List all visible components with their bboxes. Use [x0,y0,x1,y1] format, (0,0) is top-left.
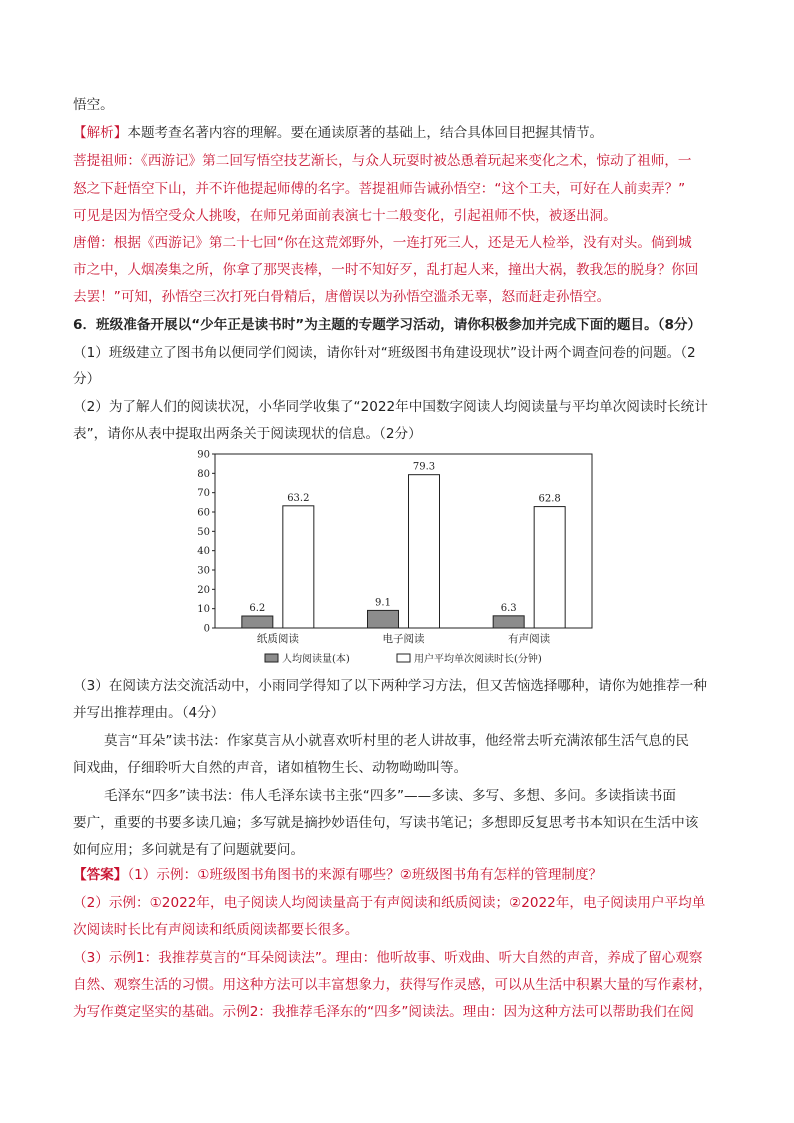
legend-swatch [265,654,278,662]
y-tick-label: 20 [197,584,210,596]
legend-label: 人均阅读量(本) [282,654,350,665]
analysis-body-line: 菩提祖师：《西游记》第二回写悟空技艺渐长，与众人玩耍时被怂恿着玩起来变化之术，惊动了祖师，一 [73,153,692,169]
data-label: 6.3 [500,602,517,614]
y-tick-label: 50 [197,526,210,538]
question-part1-line: 分） [73,371,101,387]
analysis-body-line: 可见是因为悟空受众人挑唆，在师兄弟面前表演七十二般变化，引起祖师不快，被逐出洞。 [73,208,617,224]
answer-line: （2）示例：①2022年，电子阅读人均阅读量高于有声阅读和纸质阅读；②2022年，电子阅读用户平均单 [73,895,706,911]
method2-line: 如何应用；多问就是有了问题就要问。 [73,842,305,858]
question-part2-line: （2）为了解人们的阅读状况，小华同学收集了“2022年中国数字阅读人均阅读量与平均单次阅读时长统计 [73,399,708,415]
y-tick-label: 70 [197,488,210,500]
method2-line: 要广，重要的书要多读几遍；多写就是摘抄妙语佳句，写读书笔记；多想即反复思考书本知识在生活中该 [73,815,699,831]
y-tick-label: 60 [197,507,210,519]
y-tick-label: 40 [197,546,210,558]
bar [368,610,399,628]
bar [493,616,524,628]
method1-line: 莫言“耳朵”读书法：作家莫言从小就喜欢听村里的老人讲故事，他经常去听充满浓郁生活气息的民 [104,733,690,749]
answer-tag: 【答案】 [73,867,128,883]
question-title: 6．班级准备开展以“少年正是读书时”为主题的专题学习活动，请你积极参加并完成下面的题目。（8分） [73,317,702,333]
method2-line: 毛泽东“四多”读书法：伟人毛泽东读书主张“四多”——多读、多写、多想、多问。多读指读书面 [104,788,676,804]
data-label: 79.3 [412,461,436,473]
x-category-label: 纸质阅读 [256,633,299,645]
answer-line: 自然、观察生活的习惯。用这种方法可以丰富想象力，获得写作灵感，可以从生活中积累大量的写作素材， [73,977,712,993]
answer-line: 为写作奠定坚实的基础。示例2：我推荐毛泽东的“四多”阅读法。理由：因为这种方法可以帮助我们在阅 [73,1004,694,1020]
reading-stats-chart [195,450,605,672]
answer-line: 次阅读时长比有声阅读和纸质阅读都要长很多。 [73,922,359,938]
analysis-body-line: 唐僧：根据《西游记》第二十七回“你在这荒郊野外，一连打死三人，还是无人检举，没有对头。倘到城 [73,235,692,251]
answer-first-line [73,866,602,884]
analysis-body-line: 去罢！”可知，孙悟空三次打死白骨精后，唐僧误以为孙悟空滥杀无辜，怒而赶走孙悟空。 [73,289,611,305]
question-part3-line: （3）在阅读方法交流活动中，小雨同学得知了以下两种学习方法，但又苦恼选择哪种，请你为她推荐一种 [73,678,707,694]
y-tick-label: 80 [197,468,210,480]
data-label: 9.1 [375,597,391,609]
y-tick-label: 90 [197,450,210,461]
intro-line: 悟空。 [73,97,114,113]
data-label: 62.8 [538,493,561,505]
legend-label: 用户平均单次阅读时长(分钟) [414,654,542,665]
analysis-body-line: 市之中，人烟凑集之所，你拿了那哭丧棒，一时不知好歹，乱打起人来，撞出大祸，教我怎的脱身？你回 [73,262,699,278]
question-part3-line: 并写出推荐理由。（4分） [73,705,225,721]
question-part2-line: 表”，请你从表中提取出两条关于阅读现状的信息。（2分） [73,426,422,442]
bar [242,616,273,628]
bar [409,475,440,628]
analysis-line [73,124,603,142]
data-label: 63.2 [287,492,310,504]
answer-line: （3）示例1：我推荐莫言的“耳朵阅读法”。理由：他听故事、听戏曲、听大自然的声音，养成了留心观察 [73,950,703,966]
answer-text: （1）示例：①班级图书角图书的来源有哪些？②班级图书角有怎样的管理制度？ [127,867,603,883]
x-category-label: 有声阅读 [508,633,551,645]
question-part1-line: （1）班级建立了图书角以便同学们阅读，请你针对“班级图书角建设现状”设计两个调查问卷的问题。（2 [73,345,696,361]
data-label: 6.2 [249,603,266,615]
analysis-tag: 【解析】 [73,125,128,141]
legend-swatch [397,654,410,662]
y-tick-label: 30 [197,565,210,577]
method1-line: 间戏曲，仔细聆听大自然的声音，诸如植物生长、动物呦呦叫等。 [73,760,468,776]
bar [534,507,565,628]
bar [283,506,314,628]
y-tick-label: 10 [197,604,210,616]
y-tick-label: 0 [203,623,210,635]
analysis-text: 本题考查名著内容的理解。要在通读原著的基础上，结合具体回目把握其情节。 [127,125,604,141]
x-category-label: 电子阅读 [382,633,425,645]
analysis-body-line: 怒之下赶悟空下山，并不许他提起师傅的名字。菩提祖师告诫孙悟空：“这个工夫，可好在人前卖弄？” [73,181,686,197]
